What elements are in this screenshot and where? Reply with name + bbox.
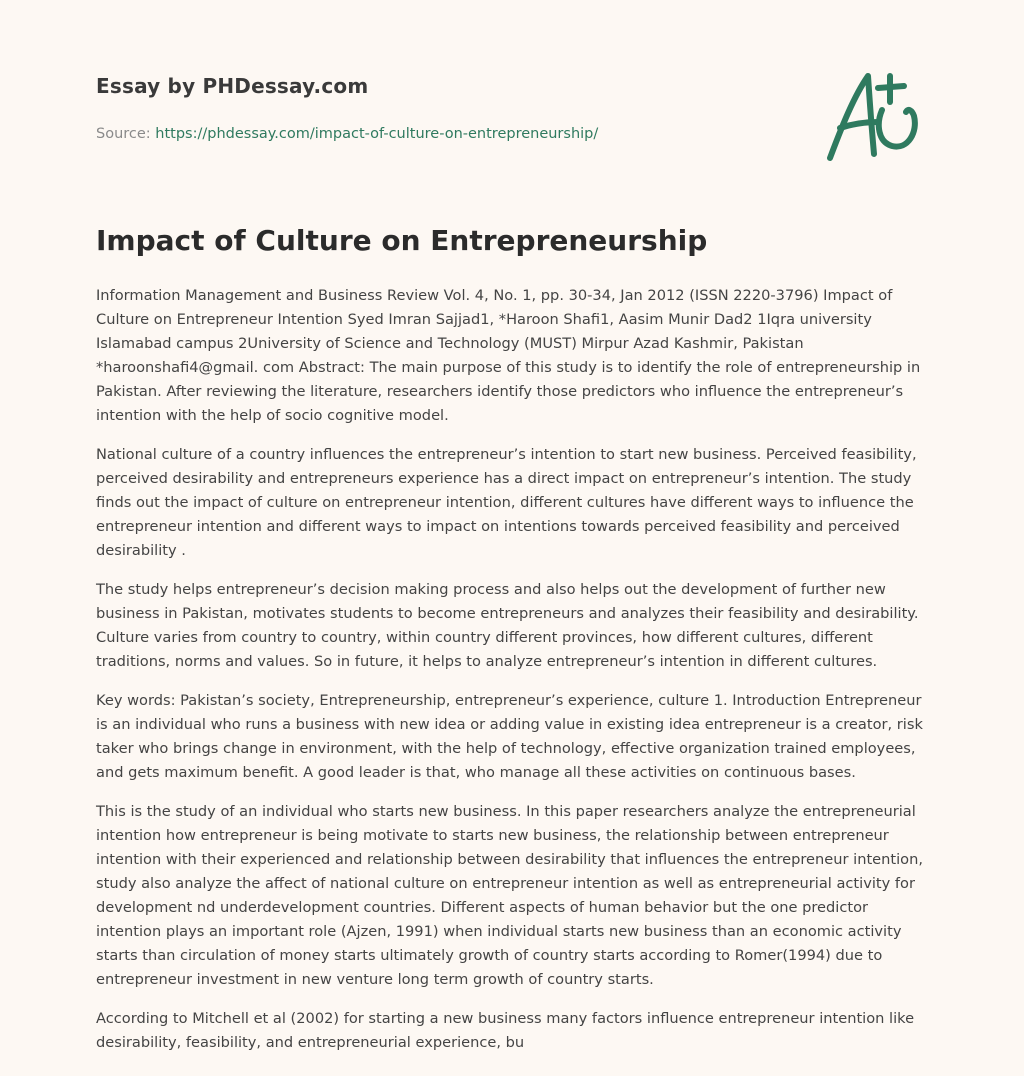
article-body [96, 284, 930, 1070]
paragraph: National culture of a country influences the entrepreneur’s intention to start new business. Perceived feasibility, perceived desirability and entrepreneurs experience has a direct impact on entrepreneur’s intention. The study finds out the impact of culture on entrepreneur intention, different cultures have different ways to influence the entrepreneur intention and different ways to impact on intentions towards perceived feasibility and perceived desirability . [96, 446, 917, 559]
a-plus-logo-icon [820, 66, 930, 166]
article-title: Impact of Culture on Entrepreneurship [96, 224, 708, 257]
paragraph: The study helps entrepreneur’s decision making process and also helps out the development of further new business in Pakistan, motivates students to become entrepreneurs and analyzes their feasibility and desirability. Culture varies from country to country, within country different provinces, how different cultures, different traditions, norms and values. So in future, it helps to analyze entrepreneur’s intention in different cultures. [96, 581, 919, 670]
paragraph: This is the study of an individual who starts new business. In this paper researchers analyze the entrepreneurial intention how entrepreneur is being motivate to starts new business, the relationship between entrepreneur intention with their experienced and relationship between desirability that influences the entrepreneur intention, study also analyze the affect of national culture on entrepreneur intention as well as entrepreneurial activity for development nd underdevelopment countries. Different aspects of human behavior but the one predictor intention plays an important role (Ajzen, 1991) when individual starts new business than an economic activity starts than circulation of money starts ultimately growth of country starts according to Romer(1994) due to entrepreneur investment in new venture long term growth of country starts. [96, 803, 923, 988]
paragraph: Information Management and Business Review Vol. 4, No. 1, pp. 30-34, Jan 2012 (ISSN 2220-3796) Impact of Culture on Entrepreneur Intention Syed Imran Sajjad1, *Haroon Shafi1, Aasim Munir Dad2 1Iqra university Islamabad campus 2University of Science and Technology (MUST) Mirpur Azad Kashmir, Pakistan *haroonshafi4@gmail. com Abstract: The main purpose of this study is to identify the role of entrepreneurship in Pakistan. After reviewing the literature, researchers identify those predictors who influence the entrepreneur’s intention with the help of socio cognitive model. [96, 287, 921, 424]
source-label: Source: [96, 126, 151, 142]
source-line [96, 126, 816, 142]
essay-header [96, 74, 816, 142]
source-link[interactable]: https://phdessay.com/impact-of-culture-on-entrepreneurship/ [155, 126, 599, 142]
paragraph: According to Mitchell et al (2002) for starting a new business many factors influence entrepreneur intention like desirability, feasibility, and entrepreneurial experience, bu [96, 1010, 915, 1051]
brand-title: Essay by PHDessay.com [96, 74, 369, 98]
paragraph: Key words: Pakistan’s society, Entrepreneurship, entrepreneur’s experience, culture 1. Introduction Entrepreneur is an individual who runs a business with new idea or adding value in existing idea entrepreneur is a creator, risk taker who brings change in environment, with the help of technology, effective organization trained employees, and gets maximum benefit. A good leader is that, who manage all these activities on continuous bases. [96, 692, 923, 781]
